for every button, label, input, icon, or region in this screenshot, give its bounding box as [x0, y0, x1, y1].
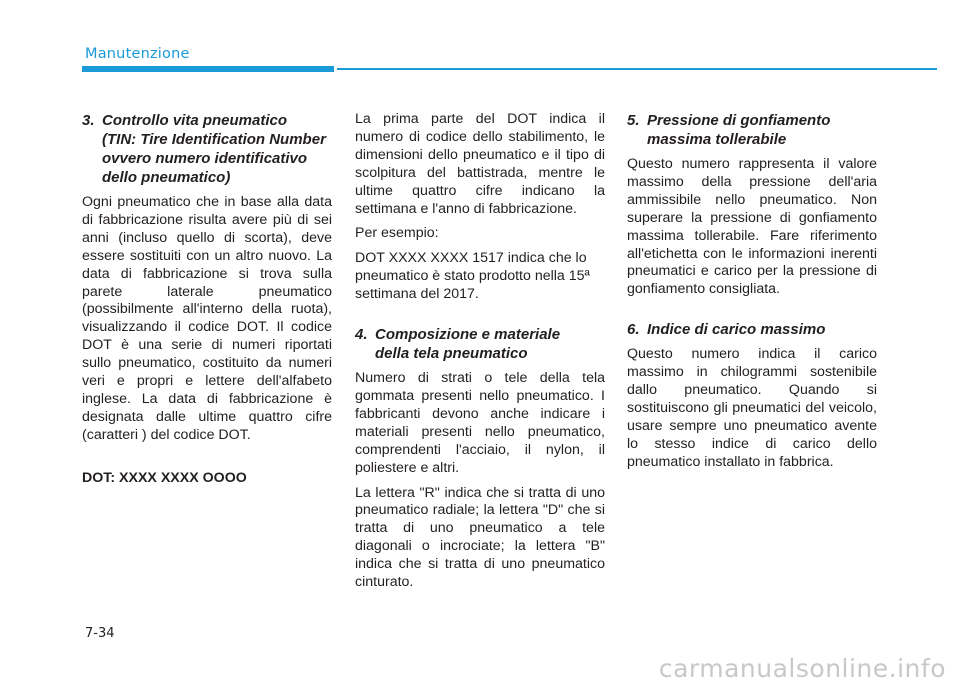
heading-number: 6. — [627, 321, 640, 339]
paragraph: Questo numero indica il carico massimo in chilogrammi sostenibile dallo pneumatico. Quando si sostituiscono gli pneumatici del veicolo, usare sempre uno pneumatico avente lo stesso indice di carico dello pneumatico installato in fabbrica. — [627, 346, 877, 470]
dot-code: DOT: XXXX XXXX OOOO — [82, 469, 247, 486]
heading-text: ovvero numero identificativo — [102, 150, 308, 167]
heading-number: 3. — [82, 112, 95, 129]
column-middle — [355, 111, 605, 599]
heading-ply-composition — [355, 325, 605, 363]
paragraph: Numero di strati o tele della tela gommata presenti nello pneumatico. I fabbricanti devono anche indicare i materiali presenti nello pneumatico, comprendenti l'acciaio, il nylon, il poliestere e altri. — [355, 370, 605, 476]
heading-text: dello pneumatico) — [102, 169, 231, 186]
column-left — [82, 111, 332, 487]
heading-number: 5. — [627, 112, 640, 129]
page-number: 7-34 — [85, 626, 115, 641]
heading-text: della tela pneumatico — [375, 345, 528, 363]
heading-text: massima tollerabile — [647, 131, 787, 148]
header-rule-thick — [82, 66, 334, 72]
heading-tire-life — [82, 111, 332, 187]
heading-text: (TIN: Tire Identification Number — [102, 131, 326, 148]
paragraph: DOT XXXX XXXX 1517 indica che lo pneumatico è stato prodotto nella 15ª settimana del 2017. — [355, 250, 590, 303]
paragraph: La lettera "R" indica che si tratta di uno pneumatico radiale; la lettera "D" che si tratta di uno pneumatico a tele diagonali o incrociate; la lettera "B" indica che si tratta di uno pneumatico cinturato. — [355, 484, 605, 591]
heading-max-load — [627, 320, 877, 339]
heading-number: 4. — [355, 326, 368, 344]
heading-text: Indice di carico massimo — [647, 321, 826, 339]
heading-text: Pressione di gonfiamento — [647, 112, 831, 129]
column-right — [627, 111, 877, 479]
section-title: Manutenzione — [85, 46, 190, 62]
header-rule-thin — [337, 68, 937, 70]
paragraph: La prima parte del DOT indica il numero di codice dello stabilimento, le dimensioni dello pneumatico e il tipo di scolpitura del battistrada, mentre le ultime quattro cifre indicano la settimana e l'anno di fabbricazione. — [355, 111, 605, 217]
watermark: carmanualsonline.info — [658, 654, 946, 683]
paragraph: Ogni pneumatico che in base alla data di fabbricazione risulta avere più di sei anni (incluso quello di scorta), deve essere sostituiti con un altro nuovo. La data di fabbricazione si trova sulla parete laterale pneumatico (possibilmente all'interno della ruota), visualizzando il codice DOT. Il codice DOT è una serie di numeri riportati sullo pneumatico, costituito da numeri veri e propri e lettere dell'alfabeto inglese. La data di fabbricazione è designata dalle ultime quattro cifre (caratteri ) del codice DOT. — [82, 194, 332, 443]
paragraph: Questo numero rappresenta il valore massimo della pressione dell'aria ammissibile nello pneumatico. Non superare la pressione di gonfiamento massima tollerabile. Fare riferimento all'etichetta con le informazioni inerenti pneumatici e carico per la pressione di gonfiamento consigliata. — [627, 156, 877, 298]
heading-text: Composizione e materiale — [375, 326, 561, 344]
heading-max-pressure — [627, 111, 877, 149]
paragraph: Per esempio: — [355, 225, 439, 242]
heading-text: Controllo vita pneumatico — [102, 112, 288, 129]
